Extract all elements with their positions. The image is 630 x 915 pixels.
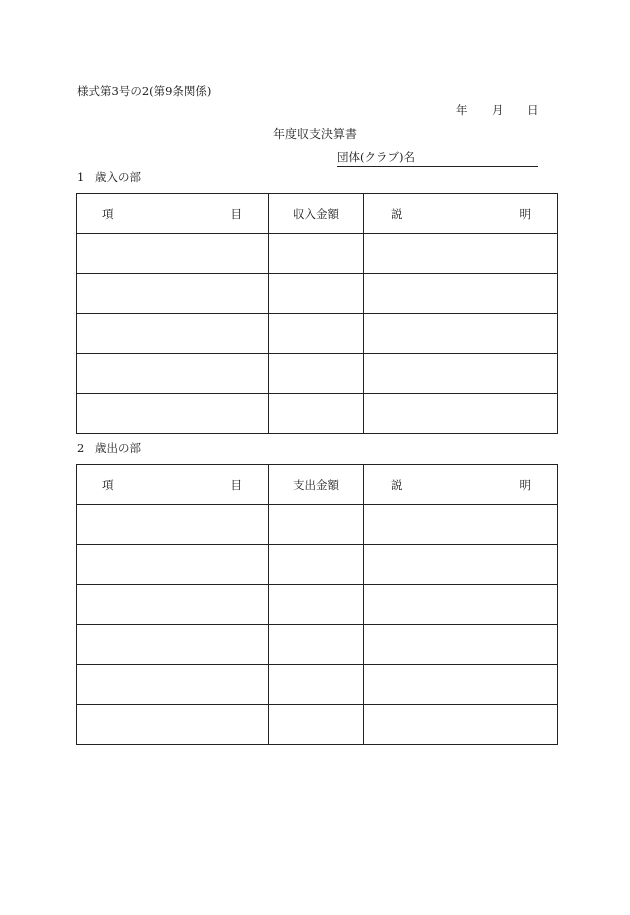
expense-amount-cell[interactable] <box>269 585 364 625</box>
income-item-cell[interactable] <box>77 354 269 394</box>
expense-description-cell[interactable] <box>364 505 558 545</box>
expense-table-row <box>77 545 558 585</box>
expense-table-row <box>77 505 558 545</box>
expense-section-heading <box>77 443 141 455</box>
income-amount-cell[interactable] <box>269 274 364 314</box>
organization-name-field[interactable] <box>337 152 538 167</box>
income-table-row <box>77 394 558 434</box>
expense-amount-cell[interactable] <box>269 625 364 665</box>
expense-item-header-right: 目 <box>230 477 242 492</box>
organization-name-label: 団体(クラブ)名 <box>337 150 415 164</box>
expense-item-column-header <box>77 465 269 505</box>
expense-desc-header-right: 明 <box>519 477 531 492</box>
income-item-cell[interactable] <box>77 394 269 434</box>
income-amount-cell[interactable] <box>269 354 364 394</box>
expense-section-number: 2 <box>77 441 85 455</box>
date-day-label: 日 <box>527 103 539 117</box>
expense-amount-cell[interactable] <box>269 665 364 705</box>
income-section-heading <box>77 172 141 184</box>
document-title: 年度収支決算書 <box>272 127 357 141</box>
income-section-label: 歳入の部 <box>95 170 141 184</box>
expense-table-row <box>77 665 558 705</box>
income-description-cell[interactable] <box>364 234 558 274</box>
income-item-cell[interactable] <box>77 274 269 314</box>
expense-description-cell[interactable] <box>364 705 558 745</box>
income-amount-cell[interactable] <box>269 314 364 354</box>
income-desc-header-right: 明 <box>519 206 531 221</box>
income-desc-header-left: 説 <box>391 206 403 221</box>
expense-amount-cell[interactable] <box>269 705 364 745</box>
expense-table-row <box>77 705 558 745</box>
income-amount-column-header: 収入金額 <box>269 194 364 234</box>
income-amount-cell[interactable] <box>269 394 364 434</box>
expense-item-cell[interactable] <box>77 705 269 745</box>
income-description-column-header <box>364 194 558 234</box>
expense-description-cell[interactable] <box>364 585 558 625</box>
date-month-label: 月 <box>492 103 504 117</box>
income-item-cell[interactable] <box>77 234 269 274</box>
expense-section-label: 歳出の部 <box>95 441 141 455</box>
income-item-header-right: 目 <box>230 206 242 221</box>
expense-table-row <box>77 585 558 625</box>
income-amount-cell[interactable] <box>269 234 364 274</box>
income-table-row <box>77 354 558 394</box>
expense-item-cell[interactable] <box>77 625 269 665</box>
expense-amount-cell[interactable] <box>269 545 364 585</box>
income-table-header <box>77 194 558 234</box>
expense-amount-column-header: 支出金額 <box>269 465 364 505</box>
income-table <box>76 193 558 434</box>
expense-item-cell[interactable] <box>77 585 269 625</box>
income-table-row <box>77 314 558 354</box>
expense-description-cell[interactable] <box>364 545 558 585</box>
date-year-label: 年 <box>456 103 468 117</box>
income-item-cell[interactable] <box>77 314 269 354</box>
income-description-cell[interactable] <box>364 354 558 394</box>
expense-description-cell[interactable] <box>364 625 558 665</box>
expense-table <box>76 464 558 745</box>
expense-item-cell[interactable] <box>77 665 269 705</box>
income-description-cell[interactable] <box>364 274 558 314</box>
expense-desc-header-left: 説 <box>391 477 403 492</box>
expense-amount-cell[interactable] <box>269 505 364 545</box>
expense-description-cell[interactable] <box>364 665 558 705</box>
expense-item-cell[interactable] <box>77 505 269 545</box>
income-section-number: 1 <box>77 170 85 184</box>
expense-item-cell[interactable] <box>77 545 269 585</box>
income-description-cell[interactable] <box>364 314 558 354</box>
income-table-row <box>77 234 558 274</box>
income-item-header-left: 項 <box>102 206 114 221</box>
expense-table-row <box>77 625 558 665</box>
expense-description-column-header <box>364 465 558 505</box>
income-table-row <box>77 274 558 314</box>
expense-table-header <box>77 465 558 505</box>
form-number: 様式第3号の2(第9条関係) <box>77 84 212 98</box>
income-description-cell[interactable] <box>364 394 558 434</box>
expense-item-header-left: 項 <box>102 477 114 492</box>
income-item-column-header <box>77 194 269 234</box>
